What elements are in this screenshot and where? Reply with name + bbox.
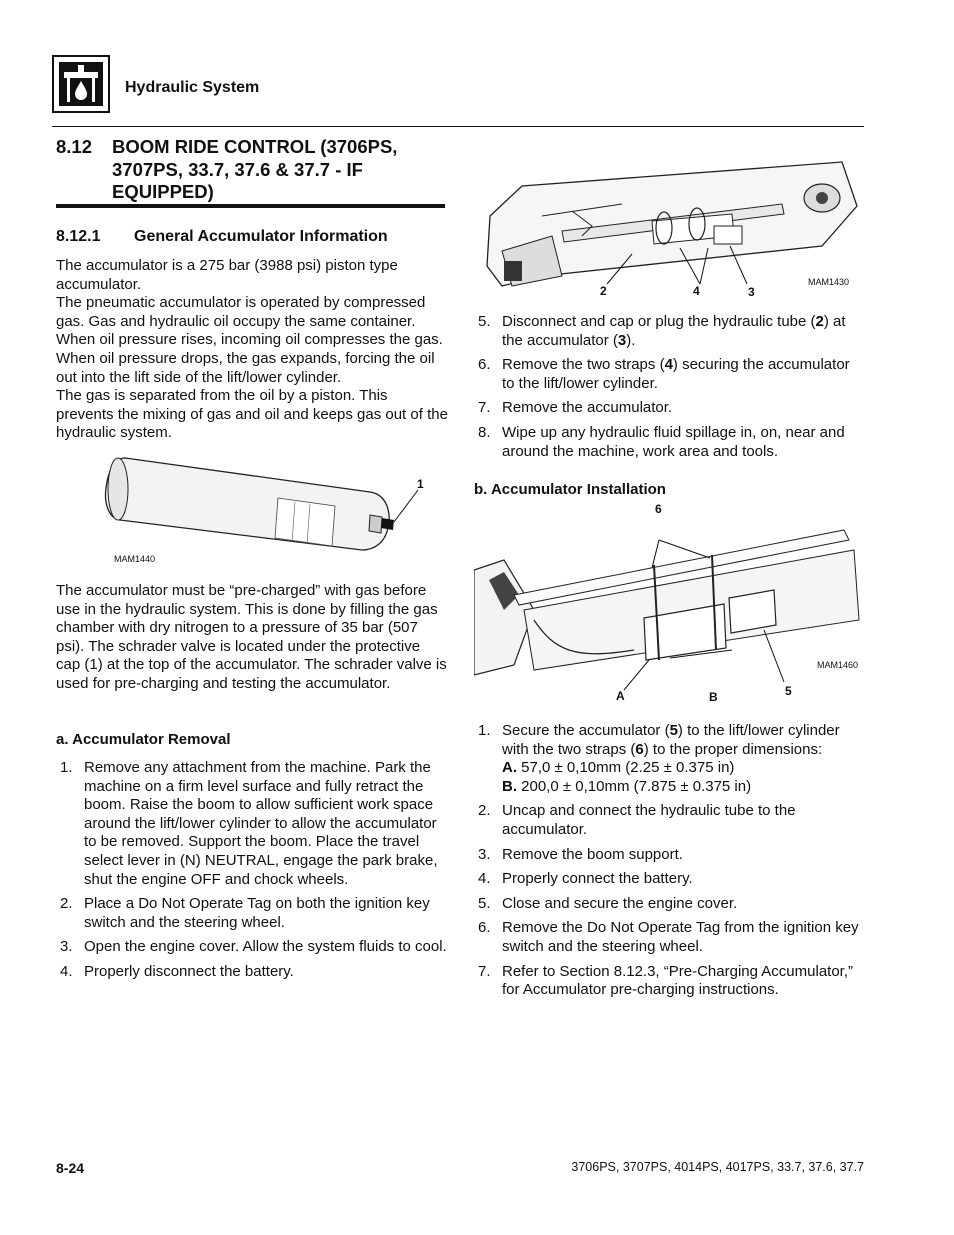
callout-4: 4 [693,284,700,298]
intro-paragraph: The gas is separated from the oil by a piston. This prevents the mixing of gas and oil and keeps gas out of the hydraulic system. [56,387,448,442]
list-item: 1. Remove any attachment from the machine. Park the machine on a firm level surface and fully retract the boom. Raise the boom to allow sufficient work space around the lift/lower cylinder to allow the accumulator to be removed. Support the boom. Place the travel select lever in (N) NEUTRAL, engage the park brake, shut the engine OFF and chock wheels. [60,759,438,888]
list-item: 8. Wipe up any hydraulic fluid spillage in, on, near and around the machine, work area and tools. [478,423,845,460]
section-number: 8.12 [56,136,93,157]
figure-code: MAM1460 [817,660,859,670]
intro-paragraph: The pneumatic accumulator is operated by compressed gas. Gas and hydraulic oil occupy the same container. When oil pressure rises, incoming oil compresses the gas. When oil pressure drops, the gas expands, forcing the oil out into the lift side of the lift/lower cylinder. [56,294,443,386]
installation-figure [474,500,862,710]
installation-heading: b. Accumulator Installation [474,481,666,498]
manual-logo-icon [52,55,110,113]
intro-text [56,257,448,443]
section-title: BOOM RIDE CONTROL (3706PS, 3707PS, 33.7, 37.6 & 37.7 - IF EQUIPPED) [112,136,398,202]
boom-cylinder-illustration [482,156,862,301]
removal-steps-left [60,759,448,982]
intro-paragraph: The accumulator is a 275 bar (3988 psi) piston type accumulator. [56,257,398,293]
list-item: 4. Properly connect the battery. [478,870,693,888]
title-divider [56,204,445,208]
list-item: 3. Open the engine cover. Allow the system fluids to cool. [60,938,447,956]
list-item: 5. Close and secure the engine cover. [478,894,738,912]
list-item: 6. Remove the two straps (4) securing the accumulator to the lift/lower cylinder. [478,356,850,392]
page-number: 8-24 [56,1160,85,1176]
list-item: 2. Uncap and connect the hydraulic tube to the accumulator. [478,802,796,838]
list-item: 3. Remove the boom support. [478,845,683,863]
model-list: 3706PS, 3707PS, 4014PS, 4017PS, 33.7, 37.6, 37.7 [571,1160,864,1174]
list-item: 2. Place a Do Not Operate Tag on both the ignition key switch and the steering wheel. [60,895,430,931]
callout-3: 3 [748,285,755,299]
callout-1: 1 [417,477,424,491]
precharge-text: The accumulator must be “pre-charged” with gas before use in the hydraulic system. This is done by filling the gas chamber with dry nitrogen to a pressure of 35 bar (507 psi). The schrader valve is located under the protective cap (1) at the top of the accumulator. The schrader valve is used for pre-charging and testing the accumulator. [56,582,447,692]
accumulator-install-illustration [474,500,862,710]
callout-6: 6 [655,502,662,516]
removal-steps-right [478,313,864,461]
accumulator-figure [100,450,440,570]
list-item: 7. Remove the accumulator. [478,399,673,417]
list-item: 4. Properly disconnect the battery. [60,962,294,980]
callout-b: B [709,690,718,704]
section-label: Hydraulic System [125,79,260,96]
installation-steps [478,722,864,1000]
list-item: 7. Refer to Section 8.12.3, “Pre-Charging Accumulator,” for Accumulator pre-charging instructions. [478,962,854,999]
subsection-title: General Accumulator Information [134,228,388,245]
removal-figure [482,156,862,301]
figure-code: MAM1430 [808,277,850,287]
callout-5: 5 [785,684,792,698]
removal-heading: a. Accumulator Removal [56,731,231,748]
callout-2: 2 [600,284,607,298]
header-divider [52,126,864,127]
accumulator-illustration [100,450,440,570]
list-item: 1. Secure the accumulator (5) to the lift/lower cylinder with the two straps (6) to the proper dimensions: A. 57,0 ± 0,10mm (2.25 ± 0.375 in) B. 200,0 ± 0,10mm (7.875 ± 0.375 in) [478,722,840,795]
list-item: 6. Remove the Do Not Operate Tag from the ignition key switch and the steering wheel. [478,919,859,955]
figure-code: MAM1440 [114,554,156,564]
subsection-number: 8.12.1 [56,228,101,245]
list-item: 5. Disconnect and cap or plug the hydraulic tube (2) at the accumulator (3). [478,313,846,349]
callout-a: A [616,689,625,703]
